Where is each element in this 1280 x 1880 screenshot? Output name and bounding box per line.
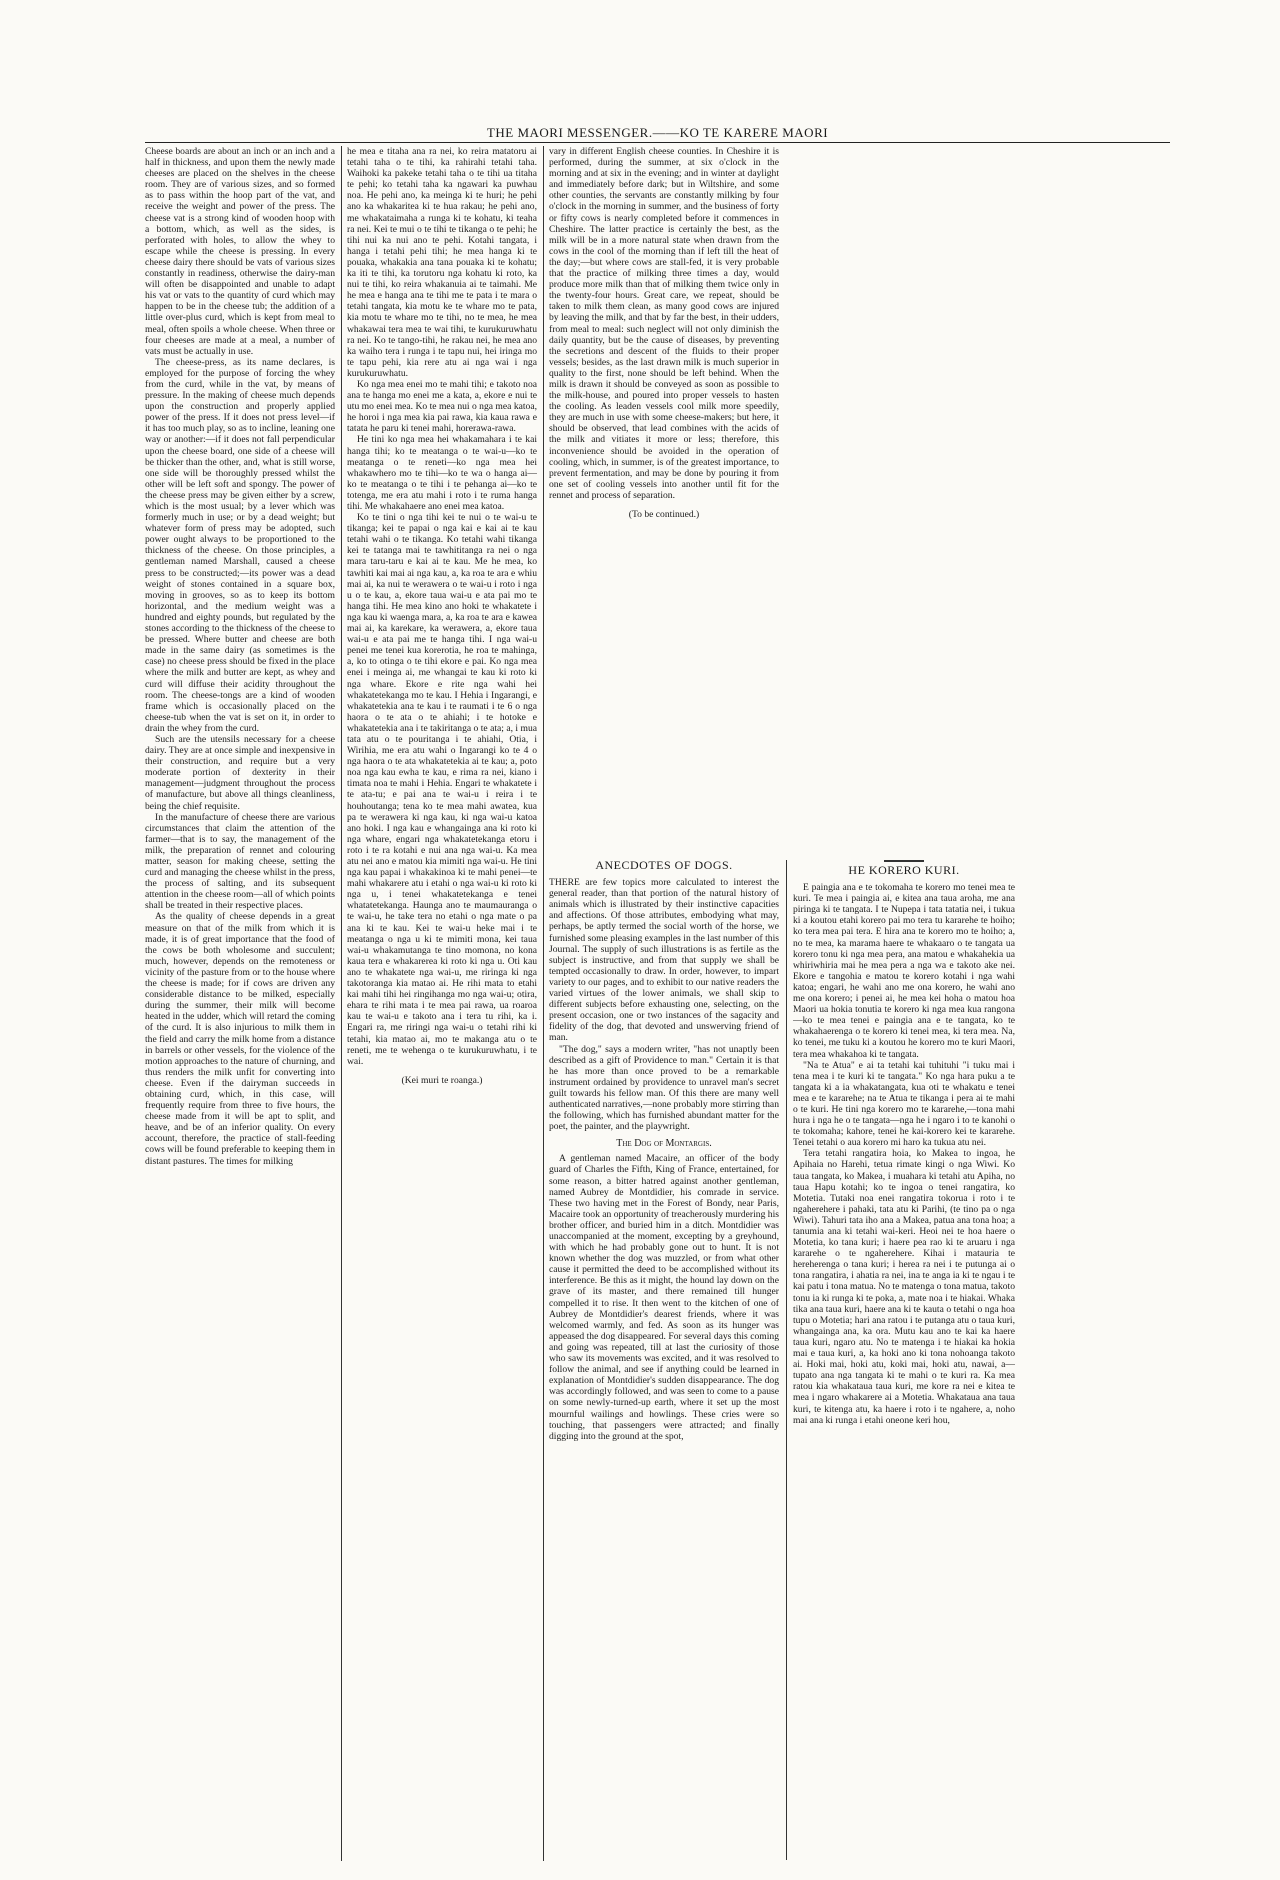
- paragraph: vary in different English cheese counties. In Cheshire it is performed, during the summer, at six o'clock in the morning and at six in the evening; and in winter at daylight and immediately before dark; but in Wiltshire, and some other counties, the servants are constantly milking by four o'clock in the morning in summer, and the business of forty or fifty cows is nearly completed before it commences in Cheshire. The latter practice is certainly the best, as the milk will be in a more natural state when drawn from the cows in the cool of the morning than if left till the heat of the day;—but where cows are stall-fed, it is very probable that the practice of milking three times a day, would produce more milk than that of milking them twice only in the twenty-four hours. Great care, we repeat, should be taken to milk them clean, as many good cows are injured by leaving the milk, and that by far the best, in their udders, from meal to meal: such neglect will not only diminish the daily quantity, but be the cause of diseases, by preventing the secretions and descent of the fluids to their proper vessels; besides, as the last drawn milk is much superior in quality to the first, none should be left behind. When the milk is drawn it should be conveyed as soon as possible to the milk-house, and poured into proper vessels to hasten the cooling. As leaden vessels cool milk more speedily, they are much in use with some cheese-makers; but here, it should be observed, that lead combines with the acids of the milk and vitiates it more or less; therefore, this inconvenience should be avoided in the operation of cooling, which, in summer, is of the greatest importance, to prevent fermentation, and may be done by pouring it from one set of cooling vessels into another until fit for the rennet and process of separation.: [549, 146, 779, 501]
- paragraph: E paingia ana e te tokomaha te korero mo tenei mea te kuri. Te mea i paingia ai, e kitea ana taua aroha, me ana piringa ki te tangata. I te Nupepa i tata tatatia nei, i tukua ki a koutou etahi korero pai mo tera tu kararehe te hoiho; ko tera mea pai tera. E hira ana te korero mo te hoiho; a, no te mea, ka marama haere te whakaaro o te tangata ua korero tonu ki nga mea pera, ana matou e whakahekia ua whiriwhiria mai he mea pera a nga wa e takoto ake nei. Ekore e tangohia e matou te korero kotahi i nga wahi katoa; engari, he wahi ano me ona korero, he wahi ano me ona korero; i penei ai, he mea kei hoha o matou hoa Maori ua hokia tonutia te korero ki nga mea kua rangona—ko te mea tenei e paingia ana e te tangata, ko te whakahaerenga o te korero ki tenei mea, ki tera mea. Na, ko tenei, me tuku ki a koutou he korero mo te kuri Maori, tera mea whakahoa ki te tangata.: [793, 882, 1015, 1060]
- paragraph: "The dog," says a modern writer, "has not unaptly been described as a gift of Providence to man." Certain it is that he has more than once proved to be a remarkable instrument ordained by providence to unravel man's secret guilt towards his fellow man. Of this there are many well authenticated narratives,—none probably more stirring than the following, which has furnished abundant matter for the poet, the painter, and the playwright.: [549, 1043, 779, 1133]
- paragraph: As the quality of cheese depends in a great measure on that of the milk from which it is made, it is of great importance that the food of the cows be both wholesome and succulent; much, however, depends on the remoteness or vicinity of the pasture from or to the house where the cheese is made; for if cows are driven any considerable distance to be milked, especially during the summer, their milk will become heated in the udder, which will retard the coming of the curd. It is also injurious to milk them in the field and carry the milk home from a distance in barrels or other vessels, for the violence of the motion approaches to the nature of churning, and thus renders the milk unfit for converting into cheese. Even if the dairyman succeeds in obtaining curd, which, in this case, will frequently require from three to five hours, the cheese made from it will be apt to split, and heave, and be of an inferior quality. On every account, therefore, the practice of stall-feeding cows will be found preferable to keeping them in distant pastures. The times for milking: [145, 911, 335, 1167]
- section-heading: HE KORERO KURI.: [848, 863, 960, 877]
- paragraph: Tera tetahi rangatira hoia, ko Makea to ingoa, he Apihaia no Harehi, tetua rimate kingi o nga Wiwi. Ko taua tangata, ko Makea, i muahara ki tetahi atu Apiha, no taua Hapu kotahi; ko te ingoa o tenei rangatira, ko Motetia. Tutaki noa enei rangatira tokorua i roto i te ngaherehere i pahaki, tata atu ki Parihi, (te tino pa o nga Wiwi). Tahuri tata iho ana a Makea, patua ana tona hoa; a tanumia ana ki tetahi wai-keri. Heoi nei te hoa haere o Motetia, ko tana kuri; i haere pea rao ki te aruaru i nga kararehe o te ngaherehere. Kihai i matauria te hereherenga o tana kuri; i herea ra nei i te putunga ai o tona rangatira, i ahatia ra nei, ina te anga ia ki te ngau i te kai patu i tona matua. No te matenga o tona matua, takoto tonu ia ki runga ki te poka, a, mate noa i te hiakai. Whaka tika ana taua kuri, haere ana ki te kauta o tetahi o nga hoa tupu o Motetia; hari ana ratou i te putanga atu o taua kuri, whangainga ana, ka ora. Mutu kau ano te kai ka haere taua kuri, ngaro atu. No te matenga i te hiakai ka hokia mai e taua kuri, a, ka hoki ano ki tona nohoanga takoto ai. Hoki mai, hoki atu, koki mai, hoki atu, nawai, a—tupato ana nga tangata ki te mahi o te kuri ra. Ka mea ratou kia whakataua taua kuri, me kore ra nei e kitea te mea i ngaro whakarere ai a Motetia. Whakataua ana taua kuri, te kitenga atu, ka haere i roto i te ngahere, a, noho mai ana ki runga i etahi oneone keri hou,: [793, 1148, 1015, 1426]
- paragraph: Such are the utensils necessary for a cheese dairy. They are at once simple and inexpensive in their construction, and require but a very moderate portion of dexterity in their management—judgment throughout the process of manufacture, but above all things cleanliness, being the chief requisite.: [145, 733, 335, 812]
- paragraph: The cheese-press, as its name declares, is employed for the purpose of forcing the whey from the curd, while in the vat, by means of pressure. In the making of cheese much depends upon the construction and properly applied power of the press. If it does not press level—if it has too much play, so as to incline, leaning one way or another:—if it does not fall perpendicular upon the cheese board, one side of a cheese will be thicker than the other, and, what is still worse, one side will be thoroughly pressed whilst the other will be left soft and spongy. The power of the cheese press may be given either by a screw, which is the most usual; by a lever which was formerly much in use; or by a dead weight; but whatever form of press may be adopted, such power ought always to be proportioned to the thickness of the cheese. On those principles, a gentleman named Marshall, caused a cheese press to be constructed;—its power was a dead weight of stones contained in a square box, moving in grooves, so as to keep its bottom horizontal, and the medium weight was a hundred and eighty pounds, but regulated by the stones according to the thickness of the cheese to be pressed. Where butter and cheese are both made in the same dairy (as sometimes is the case) no cheese press should be fixed in the place where the milk and butter are kept, as whey and curd will diffuse their acidity throughout the room. The cheese-tongs are a kind of wooden frame which is occasionally placed on the cheese-tub when the vat is set on it, in order to drain the whey from the curd.: [145, 356, 335, 734]
- column-divider: [786, 860, 787, 1860]
- column-english-cheese: [145, 146, 335, 1861]
- paragraph: he mea e titaha ana ra nei, ko reira matatoru ai tetahi taha o te tihi, ka rahirahi tetahi taha. Waihoki ka pakeke tetahi taha o te tihi ua titaha te pehi; ko tetahi taha ka ngawari ka puwhau noa. He pehi ano, ka meinga ki te huri; he pehi ano ka whakaritea ki te hua rakau; he pehi ano, me whakataimaha a runga ki te kohatu, ki teaha ra nei. Kei te mui o te tihi te tikanga o te pehi; he tihi nui ka nui ano te pehi. Kotahi tangata, i hanga i tetahi pehi tihi; he mea hanga ki te pouaka, whakakia ana tana pouaka ki te kohatu; ka iti te tihi, ka torutoru nga kohatu ki roto, ka nui te tihi, ko reira whakanuia ai te taimahi. Me he mea e hanga ana te tihi me te pata i te mara o tetahi tangata, kia motu ke te whare mo te pata, kia motu te whare mo te tihi, no te mea, he mea whakawai tera mea te wai tihi, te kurukuruwhatu ra nei. Ko te tango-tihi, he rakau nei, he mea ano ka waiho tera i runga i te tapu nui, hei iringa mo te tapu pehi, kia rere atu ai nga wai i nga kurukuruwhatu.: [347, 146, 537, 379]
- paragraph: Ko nga mea enei mo te mahi tihi; e takoto noa ana te hanga mo enei me a kata, a, ekore e nui te utu mo enei mea. Ko te mea nui o nga mea katoa, he horoi i nga mea kia pai rawa, kia kaua rawa e tatata he paru ki tenei mahi, horerawa-rawa.: [347, 378, 537, 435]
- heading-ornament: [884, 860, 924, 862]
- paragraph: A gentleman named Macaire, an officer of the body guard of Charles the Fifth, King of France, entertained, for some reason, a bitter hatred against another gentleman, named Aubrey de Montdidier, his comrade in service. These two having met in the Forest of Bondy, near Paris, Macaire took an opportunity of treacherously murdering his brother officer, and buried him in a ditch. Montdidier was unaccompanied at the moment, excepting by a greyhound, with which he had probably gone out to hunt. It is not known whether the dog was muzzled, or from what other cause it permitted the deed to be accomplished without its interference. Be this as it might, the hound lay down on the grave of its master, and there remained till hunger compelled it to rise. It then went to the kitchen of one of Aubrey de Montdidier's dearest friends, where it was welcomed warmly, and fed. As soon as its hunger was appeased the dog disappeared. For several days this coming and going was repeated, till at last the curiosity of those who saw its movements was excited, and it was resolved to follow the animal, and see if anything could be learned in explanation of Montdidier's sudden disappearance. The dog was accordingly followed, and was seen to come to a pause on some newly-turned-up earth, where it set up the most mournful wailings and howlings. These cries were so touching, that passengers were attracted; and finally digging into the ground at the spot,: [549, 1153, 779, 1442]
- subheading: The Dog of Montargis.: [616, 1138, 712, 1150]
- paragraph: He tini ko nga mea hei whakamahara i te kai hanga tihi; ko te meatanga o te wai-u—ko te meatanga o te reneti—ko nga mea hei whakawhero mo te tihi—ko te wa o hanga ai—ko te meatanga o te tihi i te pehanga ai—ko te totenga, me era atu mahi i roto i te ruma hanga tihi. Me whakahaere ano enei mea katoa.: [347, 434, 537, 512]
- section-heading: ANECDOTES OF DOGS.: [595, 860, 733, 872]
- paragraph: In the manufacture of cheese there are various circumstances that claim the attention of the farmer—that is to say, the management of the milk, the preparation of rennet and colouring matter, season for making cheese, setting the curd and managing the cheese whilst in the press, the process of salting, and its subsequent attention in the cheese room—all of which points shall be treated in their respective places.: [145, 811, 335, 912]
- paragraph: THERE are few topics more calculated to interest the general reader, than that portion of the natural history of animals which is illustrated by their instinctive capacities and affections. Of those attributes, embodying what may, perhaps, be aptly termed the social worth of the horse, we furnished some pleasing examples in the last number of this Journal. The supply of such illustrations is as fertile as the subject is instructive, and from that supply we shall be tempted occasionally to draw. In order, however, to impart variety to our pages, and to exhibit to our native readers the varied virtues of the lower animals, we shall skip to different subjects before exhausting one, selecting, on the present occasion, one or two instances of the sagacity and fidelity of the dog, that devoted and unswerving friend of man.: [549, 877, 779, 1044]
- column-he-korero-kuri: [793, 860, 1015, 1860]
- paragraph: Ko te tini o nga tihi kei te nui o te wai-u te tikanga; kei te papai o nga kai e kai ai te kau tetahi wahi o te tikanga. Ko tetahi wahi tikanga kei te tatanga mai te tawhititanga ra nei o nga mara taru-taru e kai ai te kau. Me he mea, ko tawhiti kai mai ai nga kau, a, ka roa te ara e whiu mai ai, ka nui te werawera o te wai-u i roto i nga u o te kau, a, ekore taua wai-u e ata pai mo te hanga tihi. He mea kino ano hoki te whakatete i nga kau ki waenga mara, a, ka roa te ara e kawea mai ai, ka karekare, ka werawera, a, ekore taua wai-u e ata pai me te hanga tihi. I nga wai-u penei me tenei kua korerotia, he roa te mahinga, a, ko to otinga o te tihi ekore e pai. Ko nga mea enei i meinga ai, me whangai te kau ki roto ki nga whare. Ekore e rite nga wahi hei whakatetekanga mo te kau. I Hehia i Ingarangi, e whakatetekia ana te kau i te raumati i te 6 o nga haora o te ata o te ahiahi; i te hotoke e whakatetekia ana i te takiritanga o te ata; a, i mua tata atu o te pouritanga i te ahiahi, Otia, i Wirihia, me era atu wahi o Ingarangi ko te 4 o nga haora o te ata whakatetekia ai te kau; a, poto noa nga kau ewha te kau, e rima ra nei, kiano i timata noa te mahi i Hehia. Engari te whakatete i te ata-tu; e pai ana te wai-u i reira i te houhoutanga; tena ko te mea mahi awatea, kua pa te werawera ki nga kau, ki nga wai-u katoa ano hoki. I nga kau e whangainga ana ki roto ki nga whare, engari nga whakatetekanga etoru i roto i te ra kotahi e nui ana nga wai-u. Ka mea atu nei ano e matou kia mimiti nga wai-u. He tini nga kau papai i whakakinoa ki te mahi penei—te mahi whakarere atu i etahi o nga wai-u ki roto ki nga u, i tenei whakatetekanga e tenei whatatetekanga. Haunga ano te maumauranga o te wai-u, he take tera no etahi o nga mate o pa ana ki te kau. Kei te wai-u heke mai i te meatanga o nga u ki te mimiti mona, kei taua wai-u whakamutanga te tino momona, no kona kaua tera e whakarerea ki roto ki nga u. Oti kau ano te whakatete nga wai-u, me riringa ki nga takotoranga kia matao ai. He rihi mata to etahi kai mahi tihi hei ringihanga mo nga wai-u; otira, ehara te rihi mata i te mea pai rawa, ua roaroa kau te wai-u e takoto ana i tera tu rihi, ka i. Engari ra, me riringi nga wai-u o tetahi rihi ki tetahi, kia matao ai, mo te makanga atu o te reneti, me te wehenga o te kurukuruwhatu, i te wai.: [347, 512, 537, 1067]
- header-rule: [145, 142, 1170, 143]
- paragraph: "Na te Atua" e ai ta tetahi kai tuhituhi "i tuku mai i tena mea i te kuri ki te tangata." Ko nga hara puku a te tangata ki a ia whakatangata, kua oti te whakatu e tenei mea e te kararehe; na te Atua te tikanga i pera ai te mahi o te kuri. He tini nga korero mo te kararehe,—tona mahi hura i nga he o te tangata—nga he i ngaro i to te kanohi o te tokomaha; kahore, tenei he kai-korero kei te kararehe. Tenei tetahi o aua korero mi haro ka tukua atu nei.: [793, 1059, 1015, 1149]
- column-divider: [341, 146, 342, 1861]
- column-maori-cheese: [347, 146, 537, 1861]
- continued-note: (Kei muri te roanga.): [401, 1074, 483, 1086]
- column-english-cheese-cont: [549, 146, 779, 836]
- paragraph: Cheese boards are about an inch or an inch and a half in thickness, and upon them the newly made cheeses are placed on the shelves in the cheese room. They are of various sizes, and so formed as to pass within the hoop part of the vat, and receive the weight and power of the press. The cheese vat is a strong kind of wooden hoop with a bottom, which, as well as the sides, is perforated with holes, to allow the whey to escape while the cheese is pressing. In every cheese dairy there should be vats of various sizes constantly in readiness, otherwise the dairy-man will often be disappointed and unable to adapt his vat or vats to the quantity of curd which may happen to be in the cheese tub; the addition of a little over-plus curd, which is kept from meal to meal, often spoils a whole cheese. When three or four cheeses are made at a meal, a number of vats must be actually in use.: [145, 146, 335, 357]
- column-anecdotes-of-dogs: [549, 860, 779, 1860]
- continued-note: (To be continued.): [628, 509, 700, 520]
- masthead-title: THE MAORI MESSENGER.——KO TE KARERE MAORI: [486, 125, 829, 140]
- column-divider: [543, 146, 544, 1861]
